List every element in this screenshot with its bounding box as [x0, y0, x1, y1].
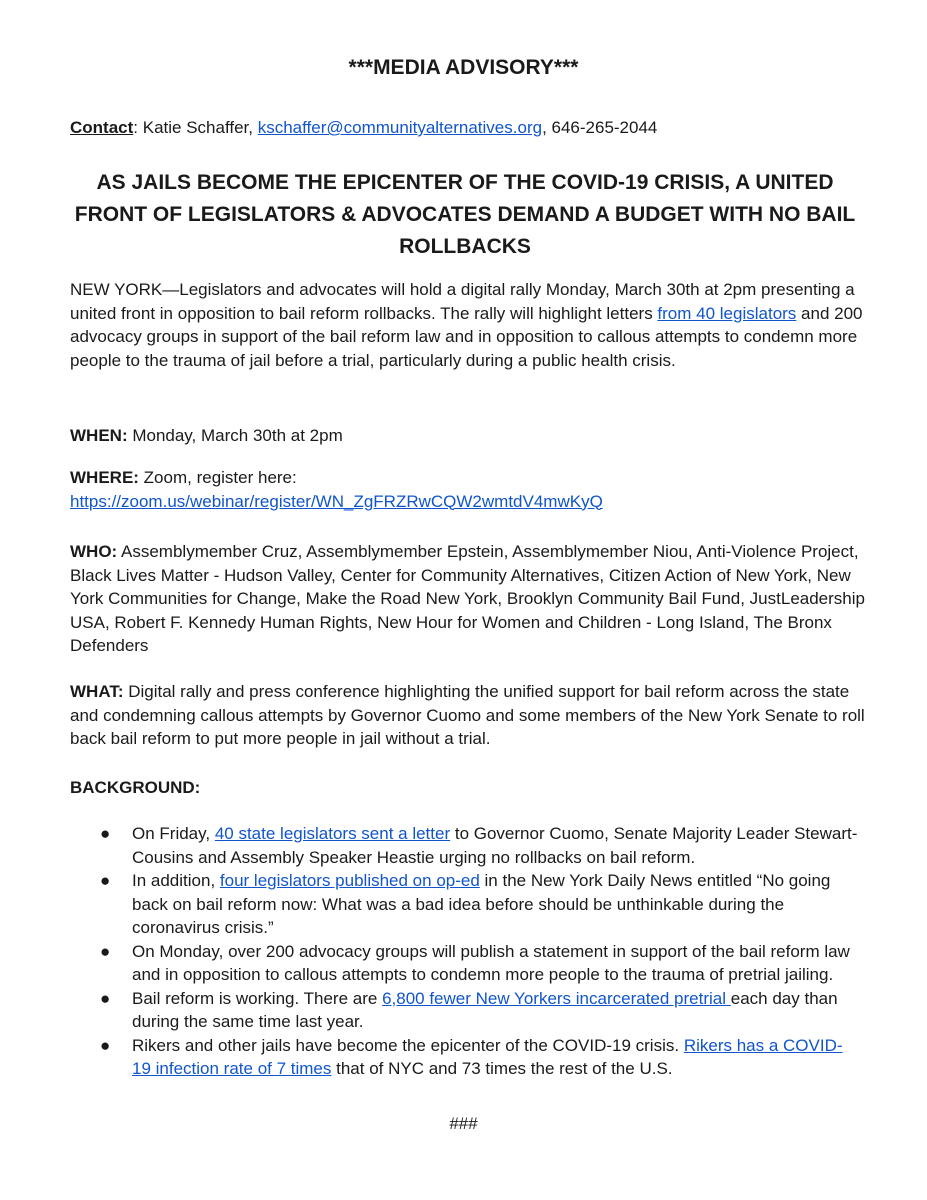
zoom-register-link[interactable]: https://zoom.us/webinar/register/WN_ZgFRZRwCQW2wmtdV4mwKyQ	[70, 491, 603, 511]
where-label: WHERE:	[70, 468, 139, 487]
legislators-letter-link[interactable]: 40 state legislators sent a letter	[214, 824, 451, 843]
contact-line	[70, 118, 657, 138]
when-label: WHEN:	[70, 426, 128, 445]
list-item	[70, 987, 860, 1034]
intro-text-b: and 200 advocacy groups in support of the bail reform law and in opposition to callous attempts to condemn more people to the trauma of jail before a trial, particularly during a public health crisis.	[70, 303, 863, 370]
end-mark: ###	[449, 1114, 478, 1133]
bullet-2-pre: In addition,	[132, 871, 220, 890]
list-item	[70, 822, 860, 869]
where-paragraph	[70, 466, 870, 513]
bullet-icon: ●	[100, 941, 111, 961]
intro-text-a: NEW YORK—Legislators and advocates will hold a digital rally Monday, March 30th at 2pm presenting a united front in opposition to bail reform rollbacks. The rally will highlight letters	[70, 280, 855, 323]
bullet-5-post: that of NYC and 73 times the rest of the U.S.	[331, 1059, 673, 1078]
list-item	[70, 869, 860, 940]
bullet-icon: ●	[100, 988, 111, 1008]
who-text: Assemblymember Cruz, Assemblymember Epstein, Assemblymember Niou, Anti-Violence Project, Black Lives Matter - Hudson Valley, Center for Community Alternatives, Citizen Action of New York, New York Communities for Change, Make the Road New York, Brooklyn Community Bail Fund, JustLeadership USA, Robert F. Kennedy Human Rights, New Hour for Women and Children - Long Island, The Bronx Defenders	[70, 542, 865, 655]
when-text: Monday, March 30th at 2pm	[127, 426, 343, 445]
bullet-4-post: each day than during the same time last year.	[132, 988, 838, 1031]
contact-email-link[interactable]: kschaffer@communityalternatives.org	[257, 118, 543, 137]
intro-paragraph	[70, 278, 870, 372]
rikers-infection-rate-link[interactable]: Rikers has a COVID-19 infection rate of 7 times	[132, 1035, 843, 1078]
bullet-2-post: in the New York Daily News entitled “No going back on bail reform now: What was a bad idea before should be unthinkable during the coronavirus crisis.”	[132, 871, 831, 937]
contact-name: Katie Schaffer,	[142, 118, 258, 137]
contact-phone: , 646-265-2044	[542, 118, 658, 137]
letters-link[interactable]: from 40 legislators	[657, 303, 797, 323]
what-paragraph	[70, 680, 870, 751]
when-paragraph	[70, 424, 870, 448]
what-text: Digital rally and press conference highlighting the unified support for bail reform across the state and condemning callous attempts by Governor Cuomo and some members of the New York Senate to roll back bail reform to put more people in jail without a trial.	[70, 682, 865, 748]
bullet-3-text: On Monday, over 200 advocacy groups will publish a statement in support of the bail reform law and in opposition to callous attempts to condemn more people to the trauma of pretrial jailing.	[132, 941, 850, 984]
bullet-icon: ●	[100, 1035, 111, 1055]
bullet-4-pre: Bail reform is working. There are	[132, 988, 383, 1008]
bullet-1-pre: On Friday,	[132, 824, 215, 843]
list-item	[70, 1034, 860, 1081]
background-heading: BACKGROUND:	[70, 778, 201, 797]
bullet-icon: ●	[100, 824, 111, 843]
who-label: WHO:	[70, 542, 118, 561]
bullet-icon: ●	[100, 871, 111, 890]
bullet-1-post: to Governor Cuomo, Senate Majority Leader Stewart-Cousins and Assembly Speaker Heastie urging no rollbacks on bail reform.	[132, 824, 858, 867]
op-ed-link[interactable]: four legislators published on op-ed	[219, 871, 480, 890]
fewer-incarcerated-link[interactable]: 6,800 fewer New Yorkers incarcerated pretrial	[382, 988, 731, 1008]
headline: AS JAILS BECOME THE EPICENTER OF THE COVID-19 CRISIS, A UNITED FRONT OF LEGISLATORS & ADVOCATES DEMAND A BUDGET WITH NO BAIL ROLLBACKS	[74, 171, 856, 258]
advisory-title: ***MEDIA ADVISORY***	[348, 56, 579, 79]
who-paragraph	[70, 540, 870, 658]
what-label: WHAT:	[70, 682, 124, 701]
where-text: Zoom, register here:	[138, 468, 297, 487]
background-list	[70, 822, 860, 1081]
contact-label: Contact	[70, 118, 134, 137]
bullet-5-pre: Rikers and other jails have become the epicenter of the COVID-19 crisis.	[132, 1035, 684, 1055]
list-item	[70, 940, 860, 987]
contact-colon: :	[133, 118, 143, 137]
